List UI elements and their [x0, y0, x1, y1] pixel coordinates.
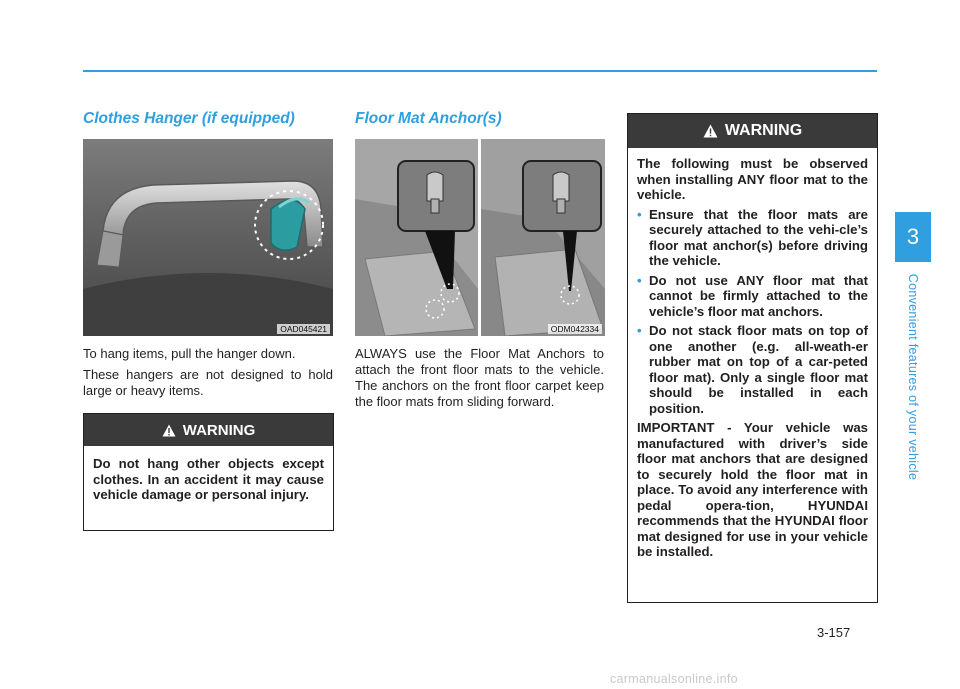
hanger-paragraph-2: These hangers are not designed to hold large or heavy items. — [83, 367, 333, 398]
floor-mat-anchor-image — [355, 139, 605, 336]
warning-text: Do not hang other objects except clothes. In an accident it may cause vehicle damage or personal injury. — [93, 456, 324, 502]
floor-mat-warning-box — [627, 113, 878, 603]
floor-mat-paragraph: ALWAYS use the Floor Mat Anchors to attach the front floor mats to the vehicle. The anchors on the front floor carpet keep the floor mats from sliding forward. — [355, 346, 604, 409]
list-item: • Ensure that the floor mats are securely attached to the vehi-cle’s floor mat anchor(s) before driving the vehicle. — [637, 206, 868, 268]
chapter-number-tab: 3 — [895, 212, 931, 262]
warning-body — [628, 148, 877, 570]
image-code: OAD045421 — [277, 324, 330, 334]
chapter-title: Convenient features of your vehicle — [906, 273, 920, 481]
bullet-dot-icon: • — [637, 206, 642, 222]
floor-mat-anchor-heading: Floor Mat Anchor(s) — [355, 110, 502, 127]
hanger-warning-box — [83, 413, 334, 531]
watermark: carmanualsonline.info — [610, 672, 738, 686]
warning-bullet-list — [637, 207, 868, 417]
warning-header — [628, 114, 877, 148]
header-rule — [83, 70, 877, 72]
bullet-dot-icon: • — [637, 323, 642, 338]
list-item: • Do not stack floor mats on top of one another (e.g. all-weath-er rubber mat on top of a car-peted floor mat). Only a single floor mat should be installed in each position. — [637, 323, 868, 416]
warning-intro: The following must be observed when installing ANY floor mat to the vehicle. — [637, 156, 868, 202]
warning-triangle-icon — [162, 424, 176, 437]
image-code: ODM042334 — [548, 324, 602, 334]
bullet-dot-icon: • — [637, 272, 642, 288]
hanger-paragraph-1: To hang items, pull the hanger down. — [83, 346, 296, 361]
list-item: • Do not use ANY floor mat that cannot be firmly attached to the vehicle’s floor mat anchors. — [637, 272, 868, 319]
warning-important: IMPORTANT - Your vehicle was manufactured with driver’s side floor mat anchors that are designed to securely hold the floor mat in place. To avoid any interference with pedal opera-tion, HYUNDAI recommends that the HYUNDAI floor mat designed for use in your vehicle be installed. — [637, 420, 868, 559]
warning-header — [84, 414, 333, 446]
warning-triangle-icon — [703, 124, 718, 138]
warning-title: WARNING — [182, 421, 256, 439]
warning-title: WARNING — [724, 122, 803, 139]
page-number: 3-157 — [817, 625, 851, 640]
clothes-hanger-heading: Clothes Hanger (if equipped) — [83, 110, 295, 127]
warning-body — [84, 446, 333, 513]
clothes-hanger-image — [83, 139, 333, 336]
